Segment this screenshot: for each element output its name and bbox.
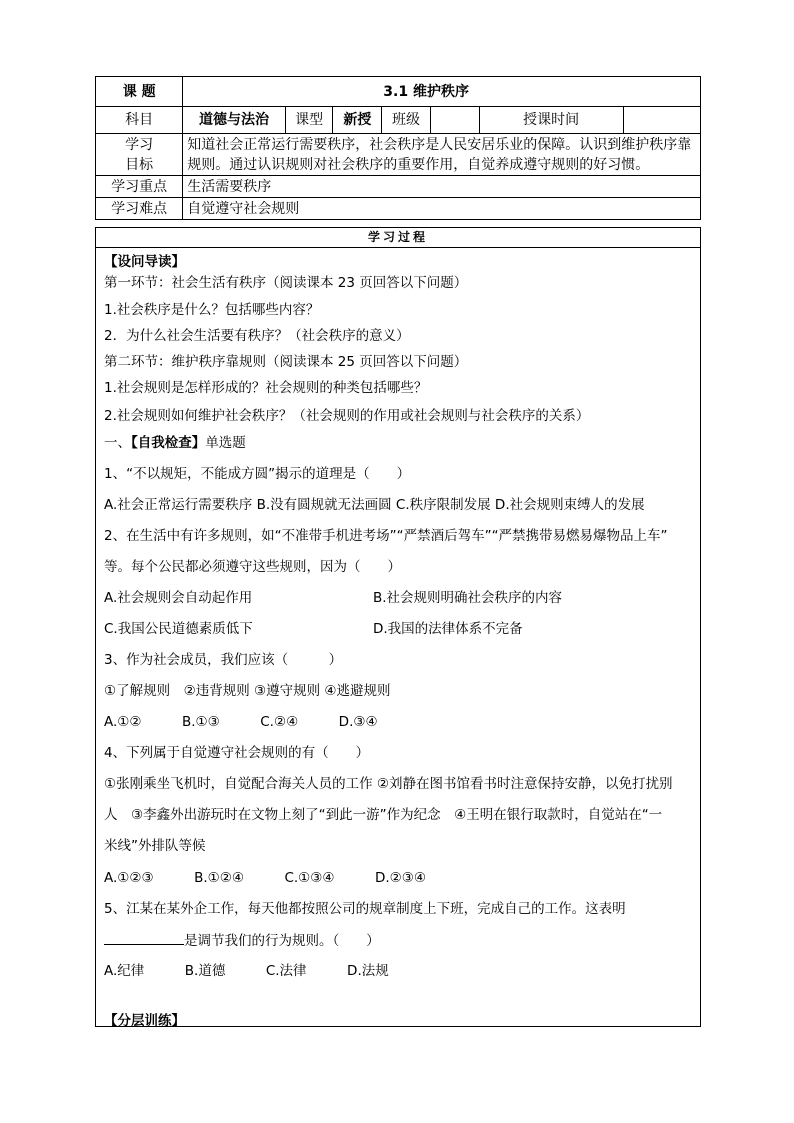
- type-label: 课型: [285, 107, 333, 134]
- goal-label: [96, 134, 183, 176]
- question5-line2-text: 是调节我们的行为规则。（ ）: [184, 933, 380, 949]
- topic-label: 课 题: [96, 77, 183, 107]
- section2-question1: 1.社会规则是怎样形成的？社会规则的种类包括哪些？: [104, 380, 428, 396]
- question4-line1: ①张刚乘坐飞机时，自觉配合海关人员的工作 ②刘静在图书馆看书时注意保持安静，以免打扰别: [104, 776, 673, 792]
- process-title: 学习过程: [96, 228, 700, 248]
- question4-line2: 人 ③李鑫外出游玩时在文物上刻了“到此一游”作为纪念 ④王明在银行取款时，自觉站在“一: [104, 807, 663, 823]
- subject-value: 道德与法治: [183, 107, 286, 134]
- section1-title: 第一环节：社会生活有秩序（阅读课本 23 页回答以下问题）: [104, 275, 468, 291]
- section1-question2: 2．为什么社会生活要有秩序？（社会秩序的意义）: [104, 328, 410, 344]
- question2-option-a: A.社会规则会自动起作用: [104, 590, 253, 606]
- question2-line2: 等。每个公民都必须遵守这些规则，因为（ ）: [104, 559, 401, 575]
- question1-options: A.社会正常运行需要秩序 B.没有圆规就无法画圆 C.秩序限制发展 D.社会规则束缚人的发展: [104, 497, 645, 513]
- question1: 1、“不以规矩，不能成方圆”揭示的道理是（ ）: [104, 466, 411, 482]
- question3-items: ①了解规则 ②违背规则 ③遵守规则 ④逃避规则: [104, 683, 391, 699]
- self-check-title: 【自我检查】: [131, 435, 206, 451]
- question4-options: A.①②③ B.①②④ C.①③④ D.②③④: [104, 870, 426, 886]
- layered-training-heading: 【分层训练】: [104, 1013, 185, 1029]
- question3: 3、作为社会成员，我们应该（ ）: [104, 652, 343, 668]
- question4-line3: 米线”外排队等候: [104, 838, 206, 854]
- goal-label-line1: 学习: [125, 136, 154, 153]
- section2-title: 第二环节：维护秩序靠规则（阅读课本 25 页回答以下问题）: [104, 354, 468, 370]
- class-value[interactable]: [430, 107, 479, 134]
- section2-question2: 2.社会规则如何维护社会秩序？（社会规则的作用或社会规则与社会秩序的关系）: [104, 408, 590, 424]
- question2-option-b: B.社会规则明确社会秩序的内容: [373, 590, 563, 606]
- question5-line2: [104, 930, 694, 951]
- learning-process-section: [95, 227, 701, 1027]
- self-check-prefix: 一、: [104, 435, 131, 451]
- answer-blank[interactable]: [104, 930, 184, 945]
- question5-options: A.纪律 B.道德 C.法律 D.法规: [104, 963, 389, 979]
- goal-label-line2: 目标: [125, 156, 154, 173]
- key-point-value: 生活需要秩序: [183, 176, 701, 198]
- question3-options: A.①② B.①③ C.②④ D.③④: [104, 714, 378, 730]
- type-value: 新授: [333, 107, 382, 134]
- question2-option-c: C.我国公民道德素质低下: [104, 621, 253, 637]
- guide-heading: 【设问导读】: [104, 254, 185, 270]
- self-check-type: 单选题: [205, 435, 246, 451]
- section1-question1: 1.社会秩序是什么？包括哪些内容？: [104, 302, 320, 318]
- topic-value: 3.1 维护秩序: [183, 77, 701, 107]
- difficult-point-value: 自觉遵守社会规则: [183, 198, 701, 220]
- question5-line1: 5、江某在某外企工作，每天他都按照公司的规章制度上下班，完成自己的工作。这表明: [104, 901, 626, 917]
- subject-label: 科目: [96, 107, 183, 134]
- question2-option-d: D.我国的法律体系不完备: [373, 621, 523, 637]
- time-label: 授课时间: [479, 107, 623, 134]
- self-check-heading: [104, 433, 694, 453]
- key-point-label: 学习重点: [96, 176, 183, 198]
- time-value[interactable]: [623, 107, 700, 134]
- difficult-point-label: 学习难点: [96, 198, 183, 220]
- goal-text: 知道社会正常运行需要秩序，社会秩序是人民安居乐业的保障。认识到维护秩序靠规则。通过认识规则对社会秩序的重要作用，自觉养成遵守规则的好习惯。: [183, 134, 701, 176]
- class-label: 班级: [382, 107, 431, 134]
- question2-line1: 2、在生活中有许多规则，如“不准带手机进考场”“严禁酒后驾车”“严禁携带易燃易爆物品上车”: [104, 528, 668, 544]
- lesson-info-table: [95, 76, 701, 220]
- question4: 4、下列属于自觉遵守社会规则的有（ ）: [104, 745, 370, 761]
